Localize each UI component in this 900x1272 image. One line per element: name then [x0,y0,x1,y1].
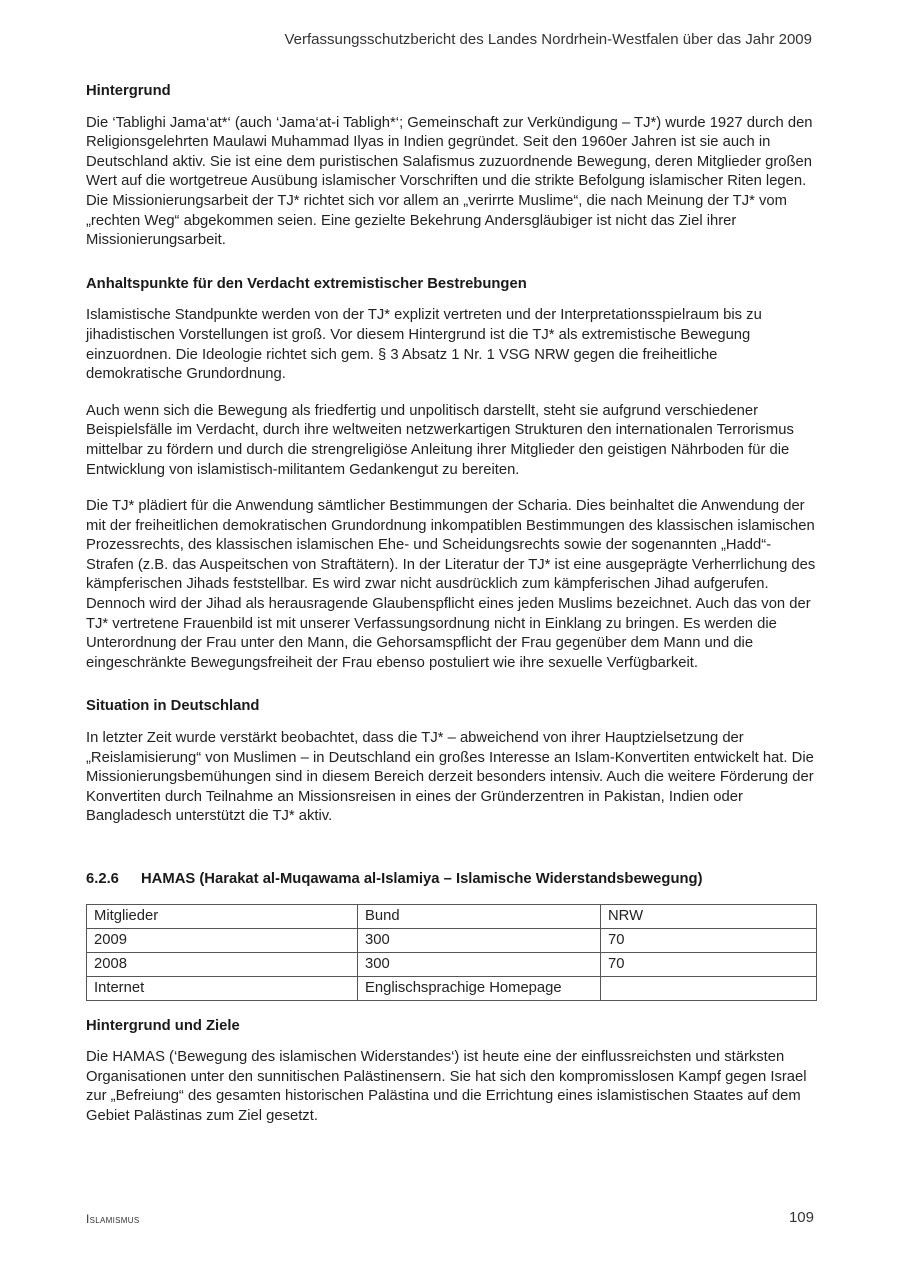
section-heading: Hintergrund und Ziele [86,1017,240,1034]
paragraph: Islamistische Standpunkte werden von der TJ* explizit vertreten und der Interpretationsspielraum bis zu jihadistischen Vorstellungen ist groß. Vor diesem Hintergrund ist die TJ* als extremistische Bewegung einzuordnen. Die Ideologie richtet sich gem. § 3 Absatz 1 Nr. 1 VSG NRW gegen die freiheitliche demokratische Grundordnung. [86,307,762,383]
table-row [87,928,817,952]
paragraph: Die ‘Tablighi Jama‘at*‘ (auch ‘Jama‘at-i Tabligh*‘; Gemeinschaft zur Verkündigung – TJ*) wurde 1927 durch den Religionsgelehrten Maulawi Muhammad Ilyas in Indien gegründet. Seit den 1960er Jahren ist sie auch in Deutschland aktiv. Sie ist eine dem puristischen Salafismus zuzuordnende Bewegung, deren Mitglieder großen Wert auf die wortgetreue Ausübung islamischer Vorschriften und die strikte Befolgung islamischer Riten legen. Die Missionierungsarbeit der TJ* richtet sich vor allem an „verirrte Muslime“, die nach Meinung der TJ* vom „rechten Weg“ abgekommen seien. Eine gezielte Bekehrung Andersgläubiger ist nicht das Ziel ihrer Missionierungsarbeit. [86,114,813,249]
section-hamas [86,870,816,1127]
paragraph: In letzter Zeit wurde verstärkt beobachtet, dass die TJ* – abweichend von ihrer Hauptzielsetzung der „Reislamisierung“ von Muslimen – in Deutschland ein großes Interesse an Islam-Konvertiten entwickelt hat. Die Missionierungsbemühungen sind in diesem Bereich derzeit besonders intensiv. Auch die weitere Förderung der Konvertiten durch Teilnahme an Missionsreisen in eines der Gründerzentren in Pakistan, Indien oder Bangladesch unterstützt die TJ* aktiv. [86,730,814,825]
section-heading: Hintergrund [86,83,171,99]
page-number: 109 [788,1209,814,1226]
table-cell: Bund [358,904,601,928]
section-situation-deutschland [86,697,816,827]
table-cell: 70 [601,952,817,976]
page-header: Verfassungsschutzbericht des Landes Nordrhein-Westfalen über das Jahr 2009 [284,31,812,48]
section-hintergrund [86,82,816,251]
table-cell: Englischsprachige Homepage [358,976,601,1000]
table-cell: 300 [358,952,601,976]
section-anhaltspunkte [86,275,816,674]
table-cell: 300 [358,928,601,952]
table-cell: 2009 [87,928,358,952]
members-table [86,904,817,1001]
section-heading: Situation in Deutschland [86,698,260,715]
section-heading: Anhaltspunkte für den Verdacht extremistischer Bestrebungen [86,275,527,292]
table-cell: Mitglieder [87,904,358,928]
table-row [87,976,817,1000]
table-row [87,904,817,928]
subsection-title-text: HAMAS (Harakat al-Muqawama al-Islamiya – Islamische Widerstandsbewegung) [141,871,703,887]
table-cell [601,976,817,1000]
paragraph: Die HAMAS (‘Bewegung des islamischen Widerstandes‘) ist heute eine der einflussreichsten und stärksten Organisationen unter den sunnitischen Palästinensern. Sie hat sich den kompromisslosen Kampf gegen Israel zur „Befreiung“ des gesamten historischen Palästina und die Errichtung eines islamistischen Staates auf dem Gebiet Palästinas zum Ziel gesetzt. [86,1049,807,1124]
footer-section-label: Islamismus [86,1212,140,1226]
table-cell: 70 [601,928,817,952]
paragraph: Auch wenn sich die Bewegung als friedfertig und unpolitisch darstellt, steht sie aufgrund verschiedener Beispielsfälle im Verdacht, durch ihre weltweiten netzwerkartigen Strukturen den internationalen Terrorismus mittelbar zu fördern und durch die strengreligiöse Anleitung ihrer Mitglieder den geistigen Nährboden für die Entwicklung von islamistisch-militantem Gedankengut zu bereiten. [86,402,794,478]
subsection-title [86,870,816,890]
table-row [87,952,817,976]
table-cell: 2008 [87,952,358,976]
paragraph: Die TJ* plädiert für die Anwendung sämtlicher Bestimmungen der Scharia. Dies beinhaltet die Anwendung der mit der freiheitlichen demokratischen Grundordnung inkompatiblen Bestimmungen des klassischen islamischen Prozessrechts, des klassischen islamischen Ehe- und Scheidungsrechts sowie der sogenannten „Hadd“-Strafen (z.B. das Auspeitschen von Straftätern). In der Literatur der TJ* ist eine ausgeprägte Verherrlichung des kämpferischen Jihads feststellbar. Es wird zwar nicht ausdrücklich zum kämpferischen Jihad aufgerufen. Dennoch wird der Jihad als herausragende Glaubenspflicht eines jeden Muslims bezeichnet. Auch das von der TJ* vertretene Frauenbild ist mit unserer Verfassungsordnung nicht in Einklang zu bringen. Es werden die Unterordnung der Frau unter den Mann, die Gehorsamspflicht der Frau gegenüber dem Mann und die eingeschränkte Bewegungsfreiheit der Frau ebenso postuliert wie ihre sexuelle Verfügbarkeit. [86,498,816,671]
table-cell: Internet [87,976,358,1000]
document-body [86,82,816,1144]
table-cell: NRW [601,904,817,928]
subsection-number: 6.2.6 [86,871,119,887]
